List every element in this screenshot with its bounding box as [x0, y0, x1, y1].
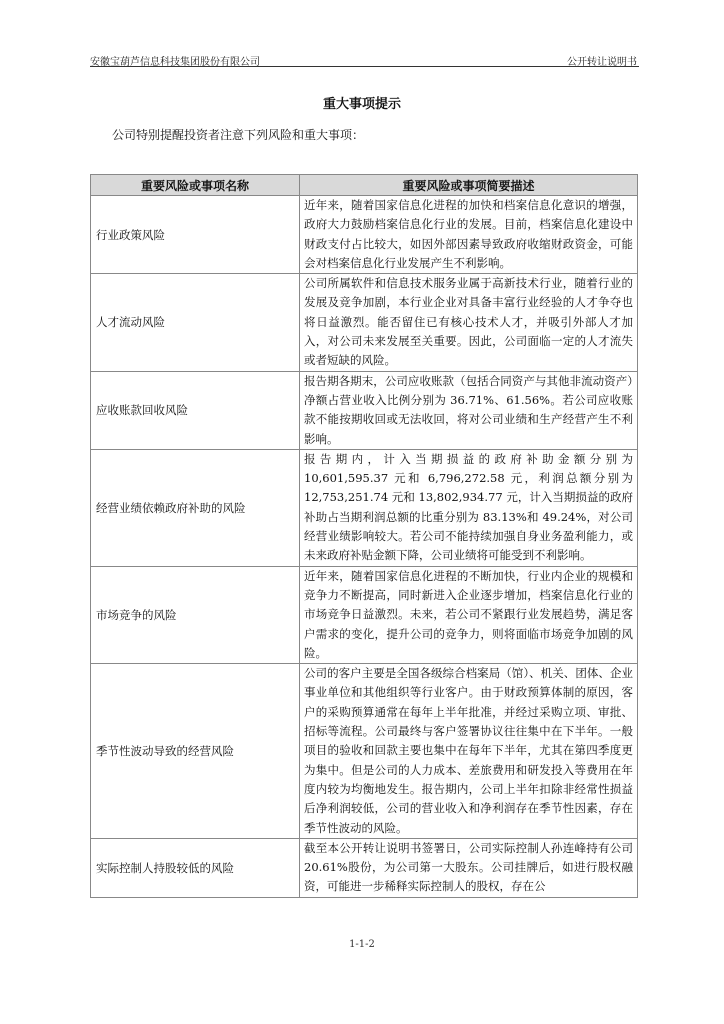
risk-name: 经营业绩依赖政府补助的风险	[91, 449, 300, 566]
col-header-desc: 重要风险或事项简要描述	[300, 175, 638, 196]
risk-name: 人才流动风险	[91, 274, 300, 371]
document-type: 公开转让说明书	[567, 57, 637, 68]
risk-name: 行业政策风险	[91, 196, 300, 274]
risk-table	[90, 174, 638, 898]
col-header-name: 重要风险或事项名称	[91, 175, 300, 196]
risk-desc: 公司所属软件和信息技术服务业属于高新技术行业，随着行业的发展及竞争加剧，本行业企业对具备丰富行业经验的人才争夺也将日益激烈。能否留住已有核心技术人才，并吸引外部人才加入，对公司未来发展至关重要。因此，公司面临一定的人才流失或者短缺的风险。	[300, 274, 638, 371]
page-header	[90, 50, 639, 67]
risk-desc: 近年来，随着国家信息化进程的不断加快，行业内企业的规模和竞争力不断提高，同时新进入企业逐步增加，档案信息化行业的市场竞争日益激烈。未来，若公司不紧跟行业发展趋势，满足客户需求的变化，提升公司的竞争力，则将面临市场竞争加剧的风险。	[300, 566, 638, 663]
risk-name: 应收账款回收风险	[91, 371, 300, 449]
table-header-row	[91, 175, 638, 196]
table-row	[91, 196, 638, 274]
section-title: 重大事项提示	[322, 97, 401, 112]
table-row	[91, 274, 638, 371]
risk-name: 市场竞争的风险	[91, 566, 300, 663]
risk-desc: 报告期各期末，公司应收账款（包括合同资产与其他非流动资产）净额占营业收入比例分别为 36.71%、61.56%。若公司应收账款不能按期收回或无法收回，将对公司业绩和生产经营产生不利影响。	[300, 371, 638, 449]
risk-desc: 截至本公开转让说明书签署日，公司实际控制人孙连峰持有公司 20.61%股份，为公司第一大股东。公司挂牌后，如进行股权融资，可能进一步稀释实际控制人的股权，存在公	[300, 838, 638, 897]
table-row	[91, 566, 638, 663]
risk-desc: 公司的客户主要是全国各级综合档案局（馆）、机关、团体、企业事业单位和其他组织等行业客户。由于财政预算体制的原因，客户的采购预算通常在每年上半年批准，并经过采购立项、审批、招标等流程。公司最终与客户签署协议往往集中在下半年。一般项目的验收和回款主要也集中在每年下半年，尤其在第四季度更为集中。但是公司的人力成本、差旅费用和研发投入等费用在年度内较为均衡地发生。报告期内，公司上半年扣除非经常性损益后净利润较低，公司的营业收入和净利润存在季节性因素，存在季节性波动的风险。	[300, 664, 638, 839]
table-row	[91, 449, 638, 566]
company-name: 安徽宝葫芦信息科技集团股份有限公司	[90, 57, 260, 68]
table-row	[91, 371, 638, 449]
risk-desc: 近年来，随着国家信息化进程的加快和档案信息化意识的增强，政府大力鼓励档案信息化行业的发展。目前，档案信息化建设中财政支付占比较大，如因外部因素导致政府收缩财政资金，可能会对档案信息化行业发展产生不利影响。	[300, 196, 638, 274]
table-row	[91, 838, 638, 897]
intro-text: 公司特别提醒投资者注意下列风险和重大事项：	[112, 128, 365, 142]
risk-name: 实际控制人持股较低的风险	[91, 838, 300, 897]
header-rule	[90, 66, 639, 67]
page-number: 1-1-2	[349, 939, 375, 950]
table-row	[91, 664, 638, 839]
risk-desc: 报告期内，计入当期损益的政府补助金额分别为 10,601,595.37 元和 6,796,272.58 元，利润总额分别为 12,753,251.74 元和 13,802,934.77 元，计入当期损益的政府补助占当期利润总额的比重分别为 83.13%和 49.24%，对公司经营业绩影响较大。若公司不能持续加强自身业务盈利能力，或未来政府补贴金额下降，公司业绩将可能受到不利影响。	[300, 449, 638, 566]
risk-name: 季节性波动导致的经营风险	[91, 664, 300, 839]
